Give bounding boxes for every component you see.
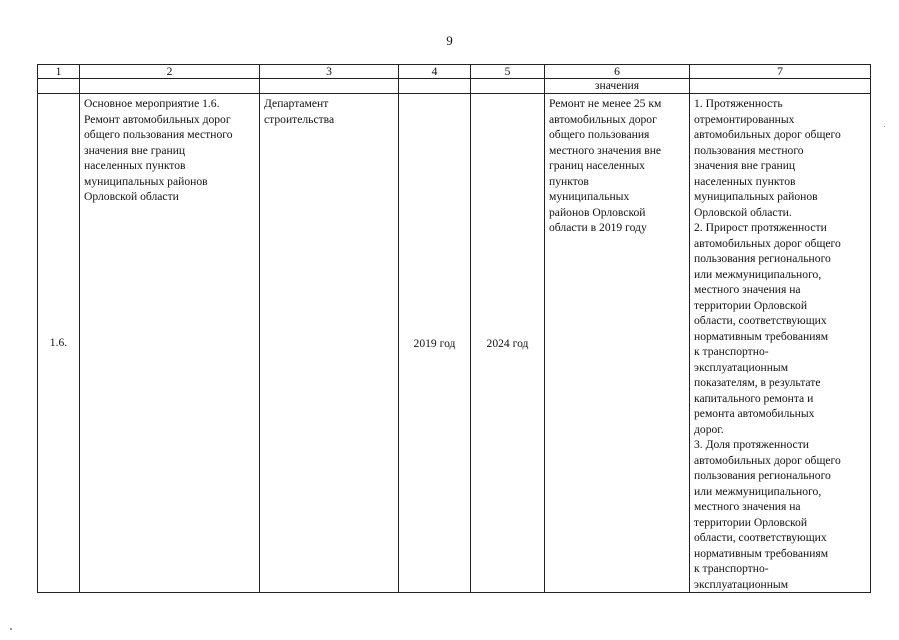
continuation-cell — [38, 79, 80, 94]
table-row — [38, 94, 871, 593]
end-year-cell: 2024 год — [471, 94, 545, 593]
column-number: 5 — [471, 65, 545, 79]
page-number: 9 — [446, 33, 453, 48]
expected-result-cell: Ремонт не менее 25 км автомобильных дорог общего пользования местного значения вне границ населенных пунктов муниципальных районов Орловской области в 2019 году — [545, 94, 690, 593]
start-year-cell: 2019 год — [399, 94, 471, 593]
scan-speck — [884, 126, 885, 127]
row-number: 1.6. — [38, 94, 80, 593]
program-table — [37, 64, 871, 593]
column-number: 7 — [690, 65, 871, 79]
continuation-cell — [260, 79, 399, 94]
column-number: 4 — [399, 65, 471, 79]
column-number: 3 — [260, 65, 399, 79]
column-number: 2 — [80, 65, 260, 79]
column-number: 6 — [545, 65, 690, 79]
event-name-cell: Основное мероприятие 1.6. Ремонт автомобильных дорог общего пользования местного значения вне границ населенных пунктов муниципальных районов Орловской области — [80, 94, 260, 593]
column-number-row — [38, 65, 871, 79]
continuation-cell — [471, 79, 545, 94]
executor-cell: Департамент строительства — [260, 94, 399, 593]
column-number: 1 — [38, 65, 80, 79]
indicators-cell: 1. Протяженность отремонтированных автомобильных дорог общего пользования местного значения вне границ населенных пунктов муниципальных районов Орловской области. 2. Прирост протяженности автомобильных дорог общего пользования регионального или межмуниципального, местного значения на территории Орловской области, соответствующих нормативным требованиям к транспортно- эксплуатационным показателям, в результате капитального ремонта и ремонта автомобильных дорог. 3. Доля протяженности автомобильных дорог общего пользования регионального или межмуниципального, местного значения на территории Орловской области, соответствующих нормативным требованиям к транспортно- эксплуатационным — [690, 94, 871, 593]
scan-speck — [10, 628, 12, 630]
continuation-cell — [399, 79, 471, 94]
continuation-result-cell: значения — [545, 79, 690, 94]
continuation-row — [38, 79, 871, 94]
continuation-cell — [690, 79, 871, 94]
continuation-cell — [80, 79, 260, 94]
